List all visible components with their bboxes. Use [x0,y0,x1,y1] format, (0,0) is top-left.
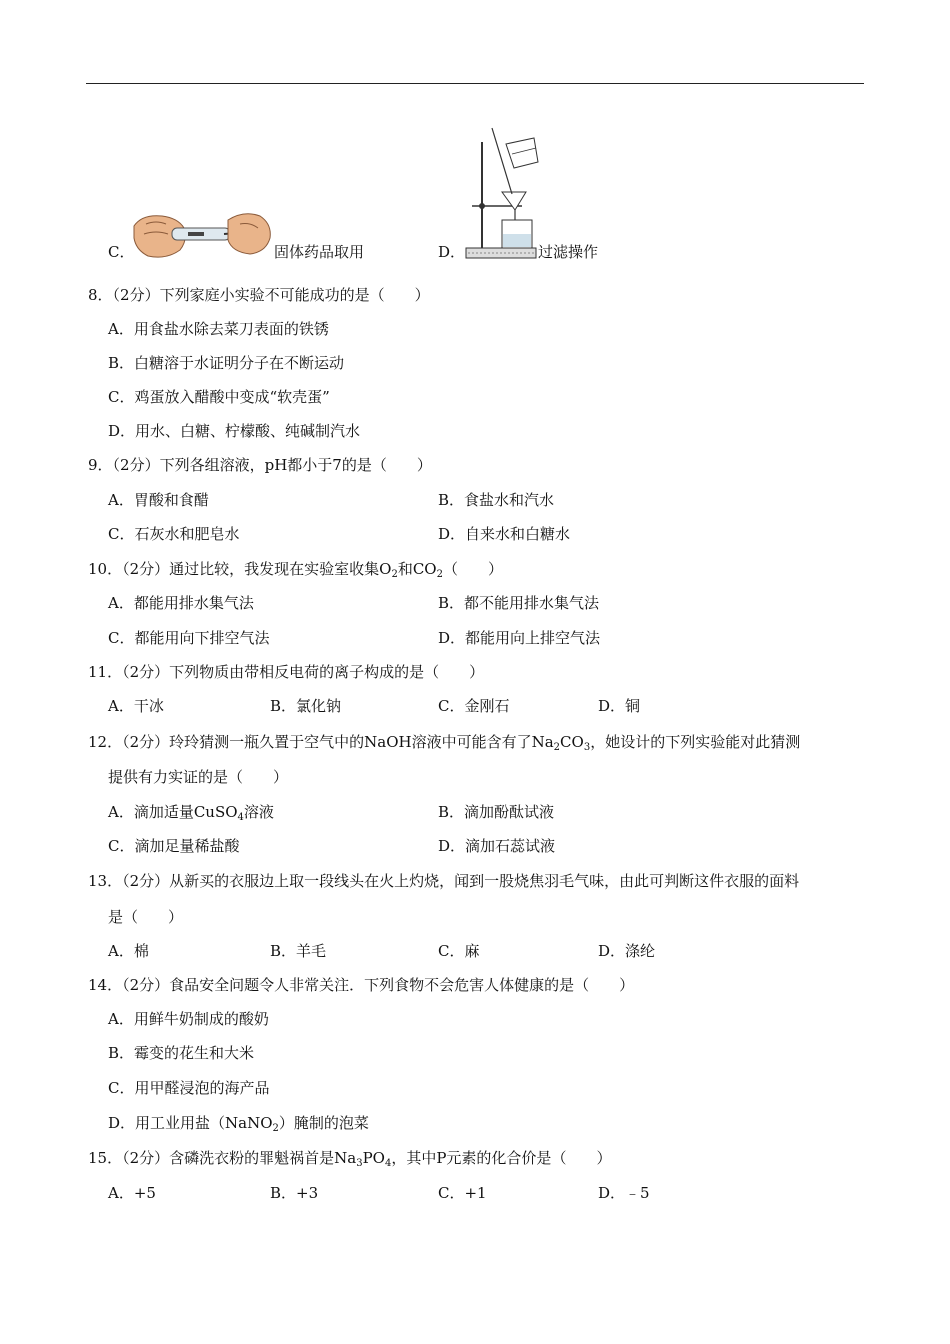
q11-option-c: C．金刚石 [438,697,510,715]
q10-option-b: B．都不能用排水集气法 [438,594,600,612]
q8-option-c: C．鸡蛋放入醋酸中变成“软壳蛋” [108,388,330,406]
q11-option-a: A．干冰 [108,697,164,715]
q12-option-d: D．滴加石蕊试液 [438,837,556,855]
q14-option-c: C．用甲醛浸泡的海产品 [108,1079,270,1097]
q14-option-b: B．霉变的花生和大米 [108,1044,255,1062]
q8-option-d: D．用水、白糖、柠檬酸、纯碱制汽水 [108,422,361,440]
q7-option-d-text: 过滤操作 [538,243,599,261]
q10-stem: 10．（2分）通过比较，我发现在实验室收集$O_2$和$CO_2$（ ） [88,560,503,580]
q13-option-c: C．麻 [438,942,480,960]
q11-option-d: D．铜 [598,697,641,715]
q14-stem: 14．（2分）食品安全问题令人非常关注．下列食物不会危害人体健康的是（ ） [88,976,635,994]
q7-option-c-text: 固体药品取用 [274,243,365,261]
q14-option-d: D．用工业用盐（NaNO$_2$）腌制的泡菜 [108,1114,369,1134]
q9-option-b: B．食盐水和汽水 [438,491,555,509]
q13-option-d: D．涤纶 [598,942,656,960]
q10-option-a: A．都能用排水集气法 [108,594,254,612]
q10-option-c: C．都能用向下排空气法 [108,629,270,647]
q9-option-c: C．石灰水和肥皂水 [108,525,240,543]
q15-option-c: C．+1 [438,1184,487,1202]
q9-option-d: D．自来水和白糖水 [438,525,571,543]
q10-option-d: D．都能用向上排空气法 [438,629,601,647]
q8-option-a: A．用食盐水除去菜刀表面的铁锈 [108,320,329,338]
q7-option-c-letter: C． [108,243,135,261]
q15-stem: 15．（2分）含磷洗衣粉的罪魁祸首是$Na_3PO_4$，其中P元素的化合价是（ ） [88,1149,612,1169]
solid-reagent-hands-image [132,206,274,262]
q13-option-a: A．棉 [108,942,149,960]
q8-option-b: B．白糖溶于水证明分子在不断运动 [108,354,345,372]
q9-stem: 9．（2分）下列各组溶液，pH都小于7的是（ ） [88,456,432,474]
q8-stem: 8．（2分）下列家庭小实验不可能成功的是（ ） [88,286,430,304]
q15-option-a: A．+5 [108,1184,156,1202]
q12-stem: 12．（2分）玲玲猜测一瓶久置于空气中的NaOH溶液中可能含有了$Na_2CO_3$，她设计的下列实验能对此猜测 [88,733,801,753]
q14-option-a: A．用鲜牛奶制成的酸奶 [108,1010,269,1028]
q12-stem-line2: 提供有力实证的是（ ） [108,768,289,786]
header-rule [86,83,864,84]
q12-option-b: B．滴加酚酞试液 [438,803,555,821]
q15-option-d: D．﹣5 [598,1184,650,1202]
q9-option-a: A．胃酸和食醋 [108,491,209,509]
q7-option-d-letter: D． [438,243,466,261]
q13-stem: 13．（2分）从新买的衣服边上取一段线头在火上灼烧，闻到一股烧焦羽毛气味，由此可判断这件衣服的面料 [88,872,800,890]
q13-option-b: B．羊毛 [270,942,327,960]
q15-option-b: B．+3 [270,1184,319,1202]
filtration-apparatus-image [462,124,540,264]
q12-option-a: A．滴加适量CuSO$_4$溶液 [108,803,274,823]
q11-option-b: B．氯化钠 [270,697,342,715]
q12-option-c: C．滴加足量稀盐酸 [108,837,240,855]
q13-stem-line2: 是（ ） [108,908,184,926]
q11-stem: 11．（2分）下列物质由带相反电荷的离子构成的是（ ） [88,663,485,681]
